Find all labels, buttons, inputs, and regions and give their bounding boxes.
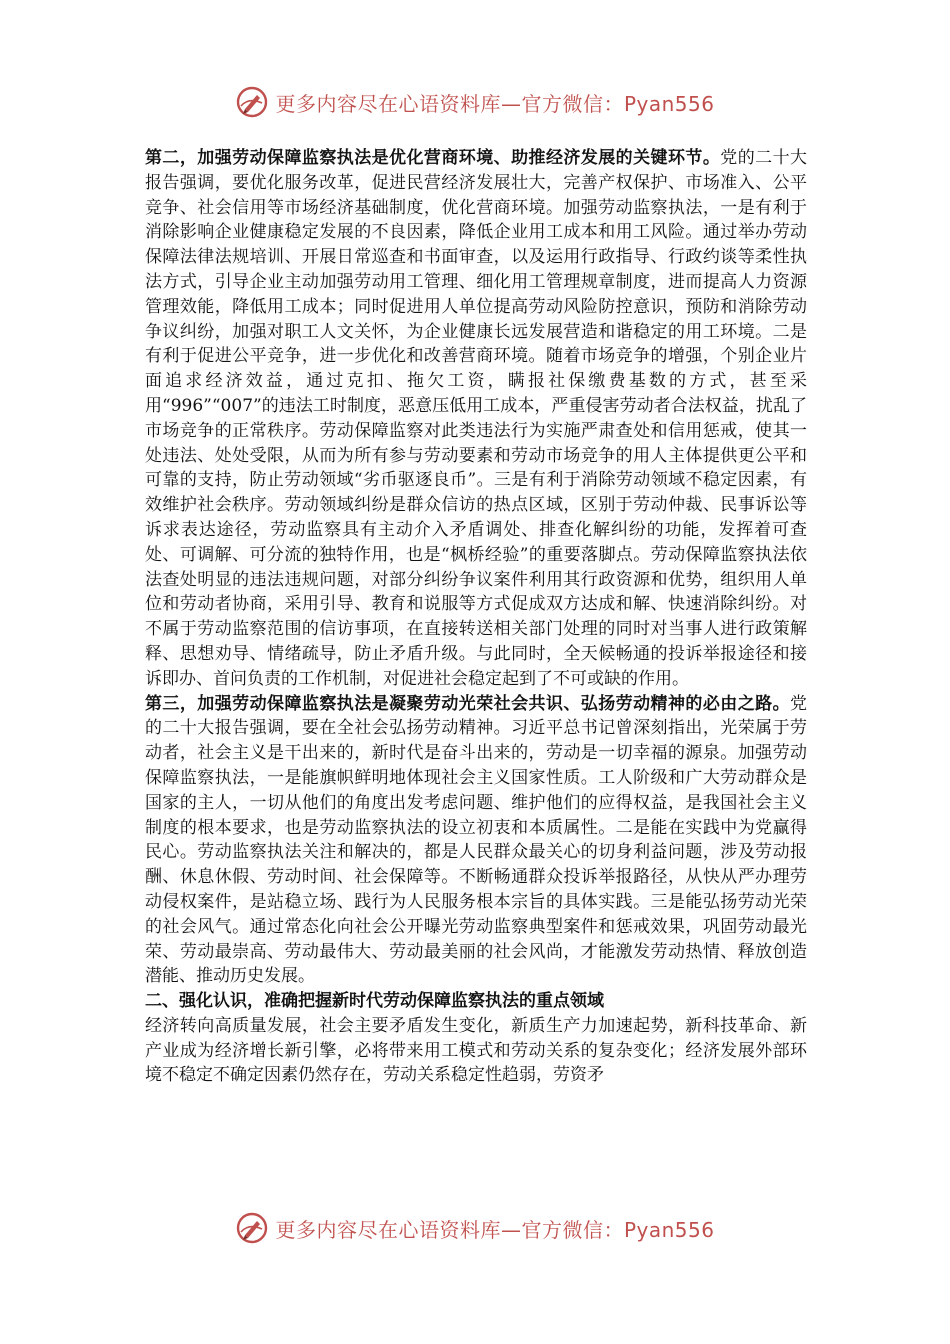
paragraph-second-lead: 第二，加强劳动保障监察执法是优化营商环境、助推经济发展的关键环节。 [145, 148, 721, 168]
pen-logo-icon [235, 85, 269, 119]
footer-banner-text: 更多内容尽在心语资料库—官方微信：Pyan556 [275, 1217, 715, 1242]
footer-banner [0, 1208, 950, 1248]
paragraph-third [145, 692, 807, 990]
header-banner-text: 更多内容尽在心语资料库—官方微信：Pyan556 [275, 91, 715, 116]
paragraph-third-body: 党的二十大报告强调，要在全社会弘扬劳动精神。习近平总书记曾深刻指出，光荣属于劳动者，社会主义是干出来的，新时代是奋斗出来的，劳动是一切幸福的源泉。加强劳动保障监察执法，一是能旗帜鲜明地体现社会主义国家性质。工人阶级和广大劳动群众是国家的主人，一切从他们的角度出发考虑问题、维护他们的应得权益，是我国社会主义制度的根本要求，也是劳动监察执法的设立初衷和本质属性。二是能在实践中为党赢得民心。劳动监察执法关注和解决的，都是人民群众最关心的切身利益问题，涉及劳动报酬、休息休假、劳动时间、社会保障等。不断畅通群众投诉举报路径，从快从严办理劳动侵权案件，是站稳立场、践行为人民服务根本宗旨的具体实践。三是能弘扬劳动光荣的社会风气。通过常态化向社会公开曝光劳动监察典型案件和惩戒效果，巩固劳动最光荣、劳动最崇高、劳动最伟大、劳动最美丽的社会风尚，才能激发劳动热情、释放创造潜能、推动历史发展。 [145, 693, 807, 987]
paragraph-third-lead: 第三，加强劳动保障监察执法是凝聚劳动光荣社会共识、弘扬劳动精神的必由之路。 [145, 693, 790, 714]
paragraph-second-body: 党的二十大报告强调，要优化服务改革，促进民营经济发展壮大，完善产权保护、市场准入、公平竞争、社会信用等市场经济基础制度，优化营商环境。加强劳动监察执法，一是有利于消除影响企业健康稳定发展的不良因素，降低企业用工成本和用工风险。通过举办劳动保障法律法规培训、开展日常巡查和书面审查，以及运用行政指导、行政约谈等柔性执法方式，引导企业主动加强劳动用工管理、细化用工管理规章制度，进而提高人力资源管理效能，降低用工成本；同时促进用人单位提高劳动风险防控意识，预防和消除劳动争议纠纷，加强对职工人文关怀，为企业健康长远发展营造和谐稳定的用工环境。二是有利于促进公平竞争，进一步优化和改善营商环境。随着市场竞争的增强，个别企业片面追求经济效益，通过克扣、拖欠工资，瞒报社保缴费基数的方式，甚至采用“996”“007”的违法工时制度，恶意压低用工成本，严重侵害劳动者合法权益，扰乱了市场竞争的正常秩序。劳动保障监察对此类违法行为实施严肃查处和信用惩戒，使其一处违法、处处受限，从而为所有参与劳动要素和劳动市场竞争的用人主体提供更公平和可靠的支持，防止劳动领域“劣币驱逐良币”。三是有利于消除劳动领域不稳定因素，有效维护社会秩序。劳动领域纠纷是群众信访的热点区域，区别于劳动仲裁、民事诉讼等诉求表达途径，劳动监察具有主动介入矛盾调处、排查化解纠纷的功能，发挥着可查处、可调解、可分流的独特作用，也是“枫桥经验”的重要落脚点。劳动保障监察执法依法查处明显的违法违规问题，对部分纠纷争议案件利用其行政资源和优势，组织用人单位和劳动者协商，采用引导、教育和说服等方式促成双方达成和解、快速消除纠纷。对不属于劳动监察范围的信访事项，在直接转送相关部门处理的同时对当事人进行政策解释、思想劝导、情绪疏导，防止矛盾升级。与此同时，全天候畅通的投诉举报途径和接诉即办、首问负责的工作机制，对促进社会稳定起到了不可或缺的作用。 [145, 148, 808, 689]
pen-logo-icon [235, 1211, 269, 1245]
paragraph-final: 经济转向高质量发展，社会主要矛盾发生变化，新质生产力加速起势，新科技革命、新产业成为经济增长新引擎，必将带来用工模式和劳动关系的复杂变化；经济发展外部环境不稳定不确定因素仍然存在，劳动关系稳定性趋弱，劳资矛 [145, 1015, 807, 1086]
paragraph-second [145, 146, 807, 692]
header-banner [0, 82, 950, 122]
document-body [145, 146, 807, 1088]
section-heading: 二、强化认识，准确把握新时代劳动保障监察执法的重点领域 [145, 991, 604, 1012]
